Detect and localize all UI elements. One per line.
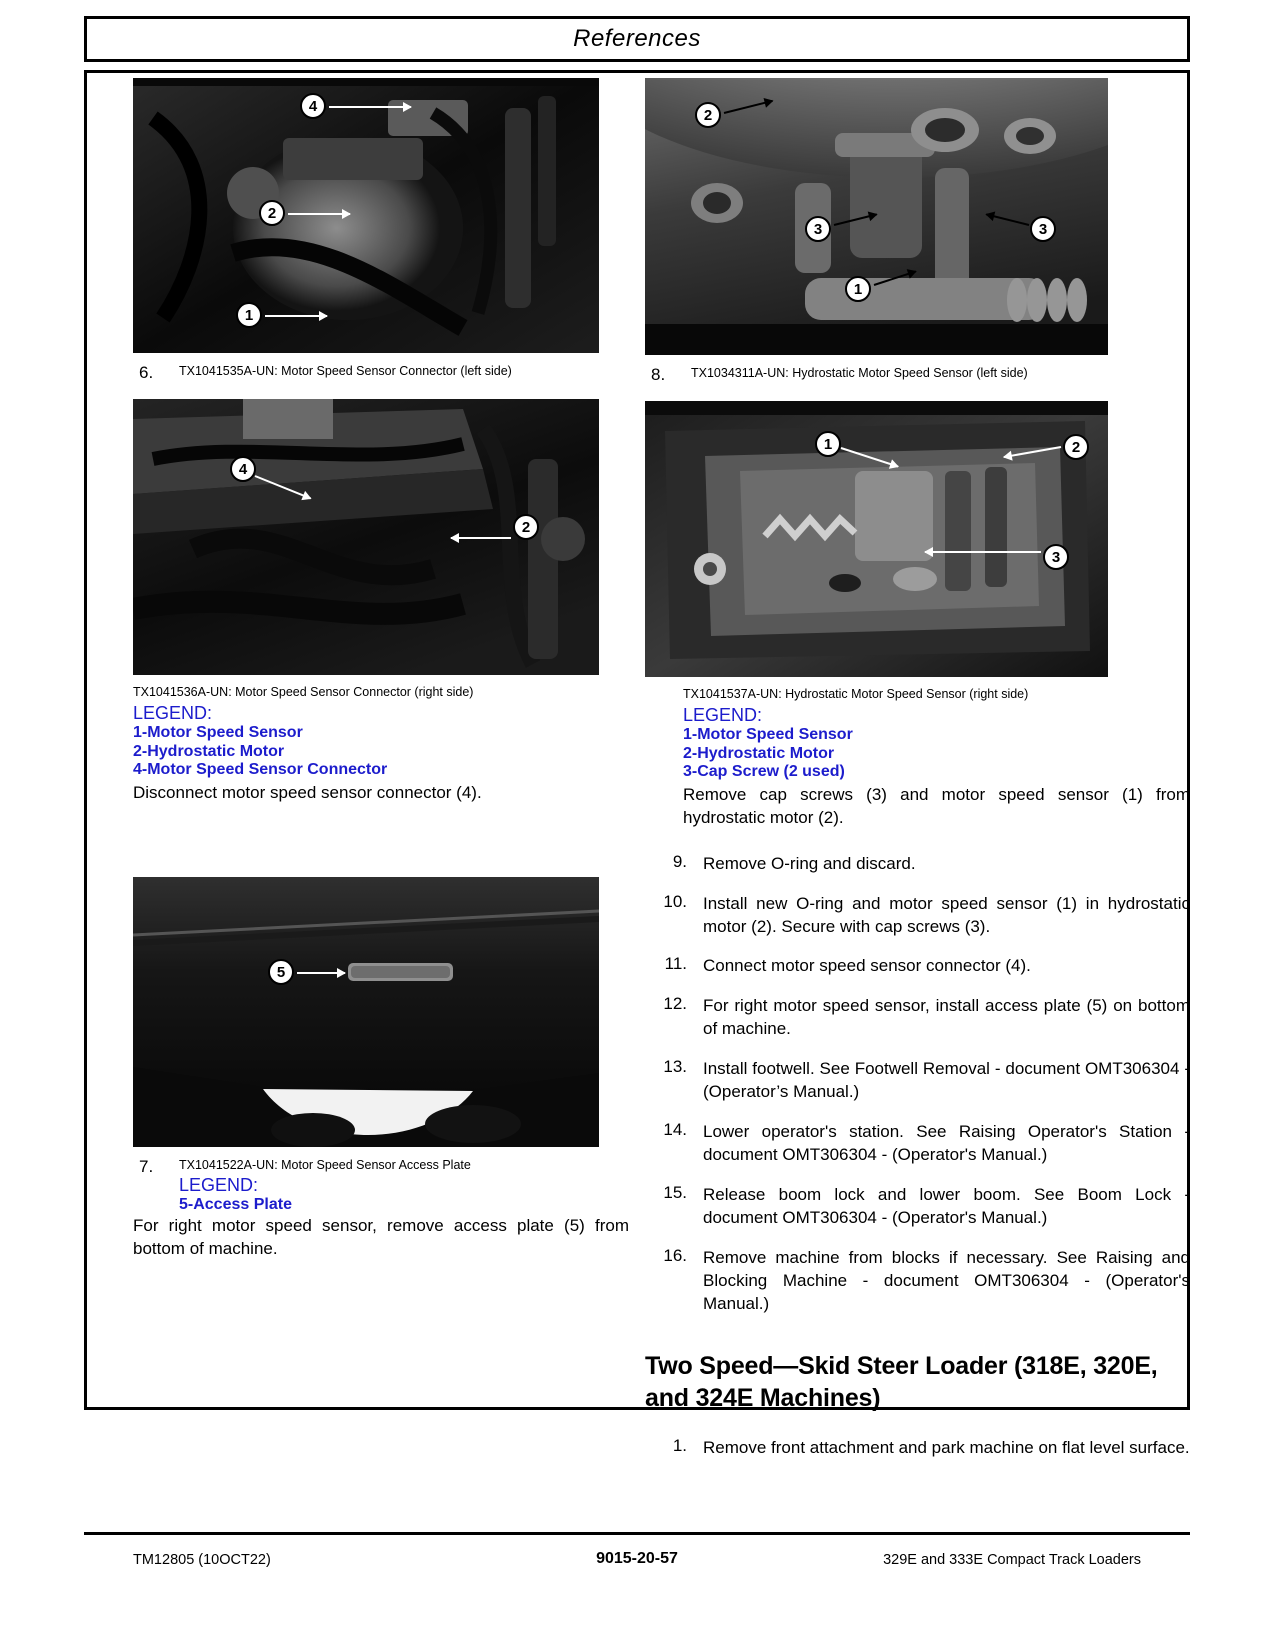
figure2-instruction: Disconnect motor speed sensor connector (4). (133, 783, 482, 803)
figure-motor-speed-sensor-connector-left (133, 78, 599, 353)
figure2-instruction: Remove cap screws (3) and motor speed sensor (1) from hydrostatic motor (2). (683, 785, 1190, 828)
callout-3: 3 (1043, 544, 1069, 570)
callout-3: 3 (805, 216, 831, 242)
legend-item-4: 4-Motor Speed Sensor Connector (133, 761, 388, 779)
leader-line-2 (451, 537, 511, 539)
step-number: 9. (672, 852, 687, 872)
step-number: 16. (663, 1245, 687, 1265)
list-item (645, 1436, 1190, 1459)
figure1-caption: TX1041535A-UN: Motor Speed Sensor Connector (left side) (179, 364, 512, 378)
list-item (645, 852, 1190, 875)
step-number: 11. (664, 954, 687, 974)
callout-1: 1 (236, 302, 262, 328)
leader-line-3 (925, 551, 1041, 553)
figure-hydrostatic-motor-speed-sensor-right (645, 401, 1108, 677)
page-footer (84, 1548, 1190, 1578)
callout-4: 4 (300, 93, 326, 119)
leader-line-2 (288, 213, 350, 215)
leader-line-4 (329, 106, 411, 108)
page-header (84, 16, 1190, 62)
footer-machine-models: 329E and 333E Compact Track Loaders (883, 1552, 1141, 1568)
step-text: Connect motor speed sensor connector (4). (703, 956, 1031, 976)
figure2-caption: TX1041536A-UN: Motor Speed Sensor Connector (right side) (133, 685, 474, 699)
step-text: For right motor speed sensor, install access plate (5) on bottom of machine. (703, 995, 1190, 1039)
figure3-caption-row (133, 1157, 629, 1215)
callout-4: 4 (230, 456, 256, 482)
footer-document-number: TM12805 (10OCT22) (133, 1552, 271, 1568)
page-title: References (573, 25, 701, 52)
legend-title: LEGEND: (683, 704, 763, 725)
figure1-caption-row (133, 363, 629, 383)
figure2-caption: TX1041537A-UN: Hydrostatic Motor Speed Sensor (right side) (683, 687, 1029, 701)
callout-2: 2 (259, 200, 285, 226)
footer-page-number: 9015-20-57 (596, 1550, 678, 1567)
figure3-instruction: For right motor speed sensor, remove access plate (5) from bottom of machine. (133, 1216, 629, 1259)
callout-1: 1 (845, 276, 871, 302)
list-item (645, 1183, 1190, 1230)
list-item (645, 994, 1190, 1041)
legend-title: LEGEND: (179, 1175, 259, 1196)
callout-1: 1 (815, 431, 841, 457)
footer-divider (84, 1532, 1190, 1535)
step-number: 13. (663, 1056, 687, 1076)
left-column (133, 78, 629, 1261)
step-text: Install footwell. See Footwell Removal - document OMT306304 - (Operator’s Manual.) (703, 1058, 1190, 1102)
step-number: 1. (672, 1435, 687, 1455)
figure1-caption-row (645, 365, 1190, 385)
leader-line-1 (265, 315, 327, 317)
section-heading: Two Speed—Skid Steer Loader (318E, 320E, and 324E Machines) (645, 1351, 1158, 1412)
callout-2: 2 (513, 514, 539, 540)
callout-3: 3 (1030, 216, 1056, 242)
figure1-caption: TX1034311A-UN: Hydrostatic Motor Speed Sensor (left side) (691, 366, 1028, 380)
list-item (645, 1120, 1190, 1167)
figure-motor-speed-sensor-connector-right (133, 399, 599, 675)
figure-image (645, 401, 1108, 677)
step-number: 14. (663, 1119, 687, 1139)
step-text: Lower operator's station. See Raising Operator's Station - document OMT306304 - (Operator's Manual.) (703, 1121, 1190, 1165)
list-item (645, 1057, 1190, 1104)
step-text: Remove front attachment and park machine on flat level surface. (703, 1437, 1190, 1457)
step-number: 15. (663, 1182, 687, 1202)
figure-hydrostatic-motor-speed-sensor-left (645, 78, 1108, 355)
right-column (645, 78, 1190, 1475)
list-item (645, 892, 1190, 939)
figure-image (133, 877, 599, 1147)
step-number-6: 6. (139, 363, 154, 382)
step-text: Release boom lock and lower boom. See Boom Lock - document OMT306304 - (Operator's Manual.) (703, 1184, 1190, 1228)
callout-2: 2 (1063, 434, 1089, 460)
procedure-steps-list (645, 852, 1190, 1316)
step-text: Remove machine from blocks if necessary. See Raising and Blocking Machine - document OMT306304 - (Operator's Manual.) (703, 1247, 1190, 1314)
list-item (645, 1246, 1190, 1316)
figure-image (133, 78, 599, 353)
legend-title: LEGEND: (133, 702, 213, 723)
step-text: Remove O-ring and discard. (703, 854, 916, 874)
legend-item-2: 2-Hydrostatic Motor (683, 744, 835, 762)
callout-2: 2 (695, 102, 721, 128)
legend-item-2: 2-Hydrostatic Motor (133, 742, 285, 760)
step-number: 12. (663, 993, 687, 1013)
legend-item-5: 5-Access Plate (179, 1196, 292, 1214)
callout-5: 5 (268, 959, 294, 985)
figure-motor-speed-sensor-access-plate (133, 877, 599, 1147)
step-number: 10. (663, 891, 687, 911)
legend-item-3: 3-Cap Screw (2 used) (683, 763, 845, 781)
step-number-7: 7. (139, 1157, 154, 1177)
figure3-caption: TX1041522A-UN: Motor Speed Sensor Access Plate (179, 1158, 471, 1173)
step-number-8: 8. (651, 365, 666, 384)
step-text: Install new O-ring and motor speed sensor (1) in hydrostatic motor (2). Secure with cap screws (3). (703, 893, 1190, 937)
legend-item-1: 1-Motor Speed Sensor (133, 723, 303, 741)
leader-line-5 (297, 972, 345, 974)
list-item (645, 954, 1190, 977)
legend-item-1: 1-Motor Speed Sensor (683, 725, 853, 743)
